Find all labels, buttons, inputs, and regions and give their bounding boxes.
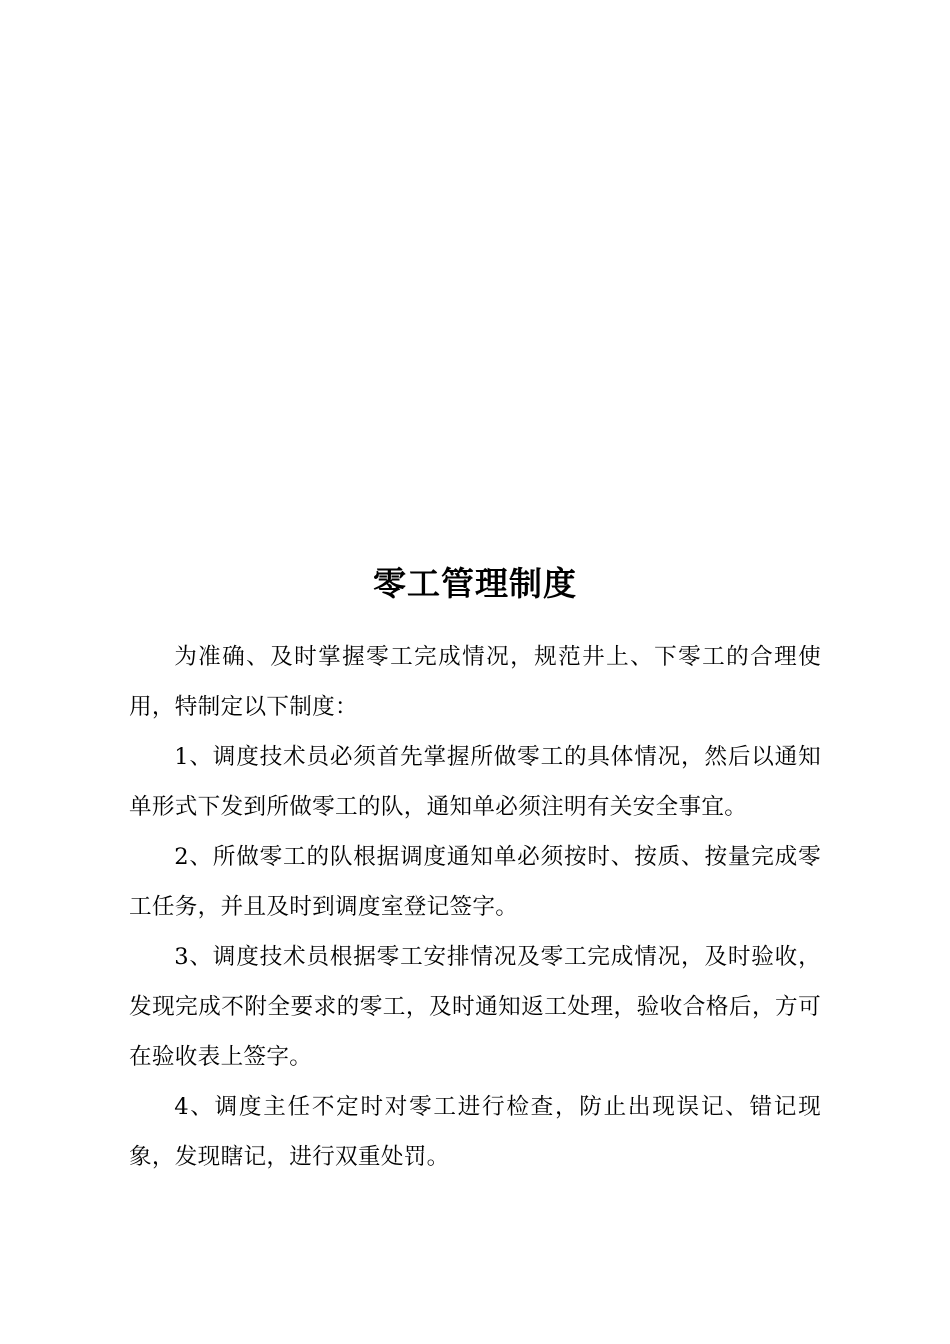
- paragraph-rule-2: 2、所做零工的队根据调度通知单必须按时、按质、按量完成零工任务，并且及时到调度室登记签字。: [129, 844, 821, 920]
- paragraph-rule-1: 1、调度技术员必须首先掌握所做零工的具体情况，然后以通知单形式下发到所做零工的队，通知单必须注明有关安全事宜。: [129, 744, 821, 820]
- document-title: 零工管理制度: [373, 564, 577, 603]
- document-body: [129, 632, 821, 1182]
- paragraph-rule-3: 3、调度技术员根据零工安排情况及零工完成情况，及时验收，发现完成不附全要求的零工，及时通知返工处理，验收合格后，方可在验收表上签字。: [129, 944, 821, 1070]
- paragraph-intro: 为准确、及时掌握零工完成情况，规范井上、下零工的合理使用，特制定以下制度：: [129, 644, 821, 720]
- paragraph-rule-4: 4、调度主任不定时对零工进行检查，防止出现误记、错记现象，发现瞎记，进行双重处罚。: [129, 1094, 821, 1170]
